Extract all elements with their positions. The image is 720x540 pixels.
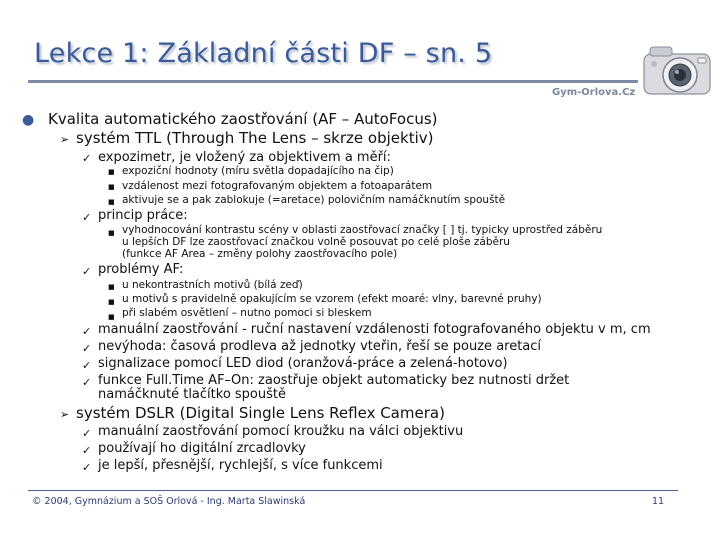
check-bullet-icon: ✓ xyxy=(82,152,92,165)
square-bullet-icon: ■ xyxy=(108,298,115,306)
check-bullet-icon: ✓ xyxy=(82,211,92,224)
sub-bullet-lock: aktivuje se a pak zablokuje (=aretace) polovičním namáčknutím spouště xyxy=(122,194,506,206)
page-number: 11 xyxy=(652,496,665,507)
bullet-af-quality: Kvalita automatického zaostřování (AF – AutoFocus) xyxy=(48,110,438,128)
check-bullet-icon: ✓ xyxy=(82,359,92,372)
square-bullet-icon: ■ xyxy=(108,198,115,206)
bullet-af-problems: problémy AF: xyxy=(98,262,184,277)
square-bullet-icon: ■ xyxy=(108,183,115,191)
sub-bullet-contrast-3: (funkce AF Area – změny polohy zaostřovacího pole) xyxy=(122,248,398,260)
sub-bullet-contrast-2: u lepších DF lze zaostřovací značkou volně posouvat po celé ploše záběru xyxy=(122,236,510,248)
check-bullet-icon: ✓ xyxy=(82,265,92,278)
bullet-exposimeter: expozimetr, je vložený za objektivem a měří: xyxy=(98,150,391,165)
sub-bullet-pattern: u motivů s pravidelně opakujícím se vzorem (efekt moaré: vlny, barevné pruhy) xyxy=(122,293,542,305)
check-bullet-icon: ✓ xyxy=(82,325,92,338)
slide-title: Lekce 1: Základní části DF – sn. 5 xyxy=(34,38,493,69)
sub-bullet-distance: vzdálenost mezi fotografovaným objektem a fotoaparátem xyxy=(122,180,433,192)
square-bullet-icon: ■ xyxy=(108,283,115,291)
bullet-ttl-system: systém TTL (Through The Lens – skrze objektiv) xyxy=(76,129,434,147)
bullet-dot-icon: ● xyxy=(22,112,35,128)
sub-bullet-exposure: expoziční hodnoty (míru světla dopadajícího na čip) xyxy=(122,165,394,177)
square-bullet-icon: ■ xyxy=(108,168,115,176)
bullet-fulltime-af: funkce Full.Time AF–On: zaostřuje objekt automaticky bez nutnosti držet xyxy=(98,373,570,388)
bullet-disadvantage: nevýhoda: časová prodleva až jednotky vteřin, řeší se pouze aretací xyxy=(98,339,542,354)
title-divider xyxy=(28,80,638,83)
check-bullet-icon: ✓ xyxy=(82,342,92,355)
bullet-dslr-manual: manuální zaostřování pomocí kroužku na válci objektivu xyxy=(98,424,464,439)
check-bullet-icon: ✓ xyxy=(82,444,92,457)
square-bullet-icon: ■ xyxy=(108,229,115,237)
bullet-fulltime-af-2: namáčknuté tlačítko spouště xyxy=(98,387,286,402)
sub-bullet-low-light: při slabém osvětlení – nutno pomoci si bleskem xyxy=(122,307,372,319)
footer-copyright: © 2004, Gymnázium a SOŠ Orlová - Ing. Marta Slawinská xyxy=(32,496,306,507)
sub-bullet-contrast: vyhodnocování kontrastu scény v oblasti zaostřovací značky [ ] tj. typicky uprostřed záběru xyxy=(122,224,603,236)
digital-camera-icon xyxy=(640,38,714,100)
bullet-manual-focus: manuální zaostřování - ruční nastavení vzdálenosti fotografovaného objektu v m, cm xyxy=(98,322,651,337)
bullet-led-signal: signalizace pomocí LED diod (oranžová-práce a zelená-hotovo) xyxy=(98,356,508,371)
bullet-principle: princip práce: xyxy=(98,208,188,223)
arrow-bullet-icon: ➢ xyxy=(60,133,70,146)
check-bullet-icon: ✓ xyxy=(82,461,92,474)
square-bullet-icon: ■ xyxy=(108,313,115,321)
bullet-dslr-mirror: používají ho digitální zrcadlovky xyxy=(98,441,306,456)
bullet-dslr-better: je lepší, přesnější, rychlejší, s více funkcemi xyxy=(98,458,383,473)
footer-divider xyxy=(28,490,678,491)
bullet-dslr-system: systém DSLR (Digital Single Lens Reflex Camera) xyxy=(76,404,445,422)
check-bullet-icon: ✓ xyxy=(82,427,92,440)
sub-bullet-low-contrast: u nekontrastních motivů (bílá zeď) xyxy=(122,279,303,291)
brand-label: Gym-Orlova.Cz xyxy=(552,87,636,98)
arrow-bullet-icon: ➢ xyxy=(60,408,70,421)
check-bullet-icon: ✓ xyxy=(82,376,92,389)
